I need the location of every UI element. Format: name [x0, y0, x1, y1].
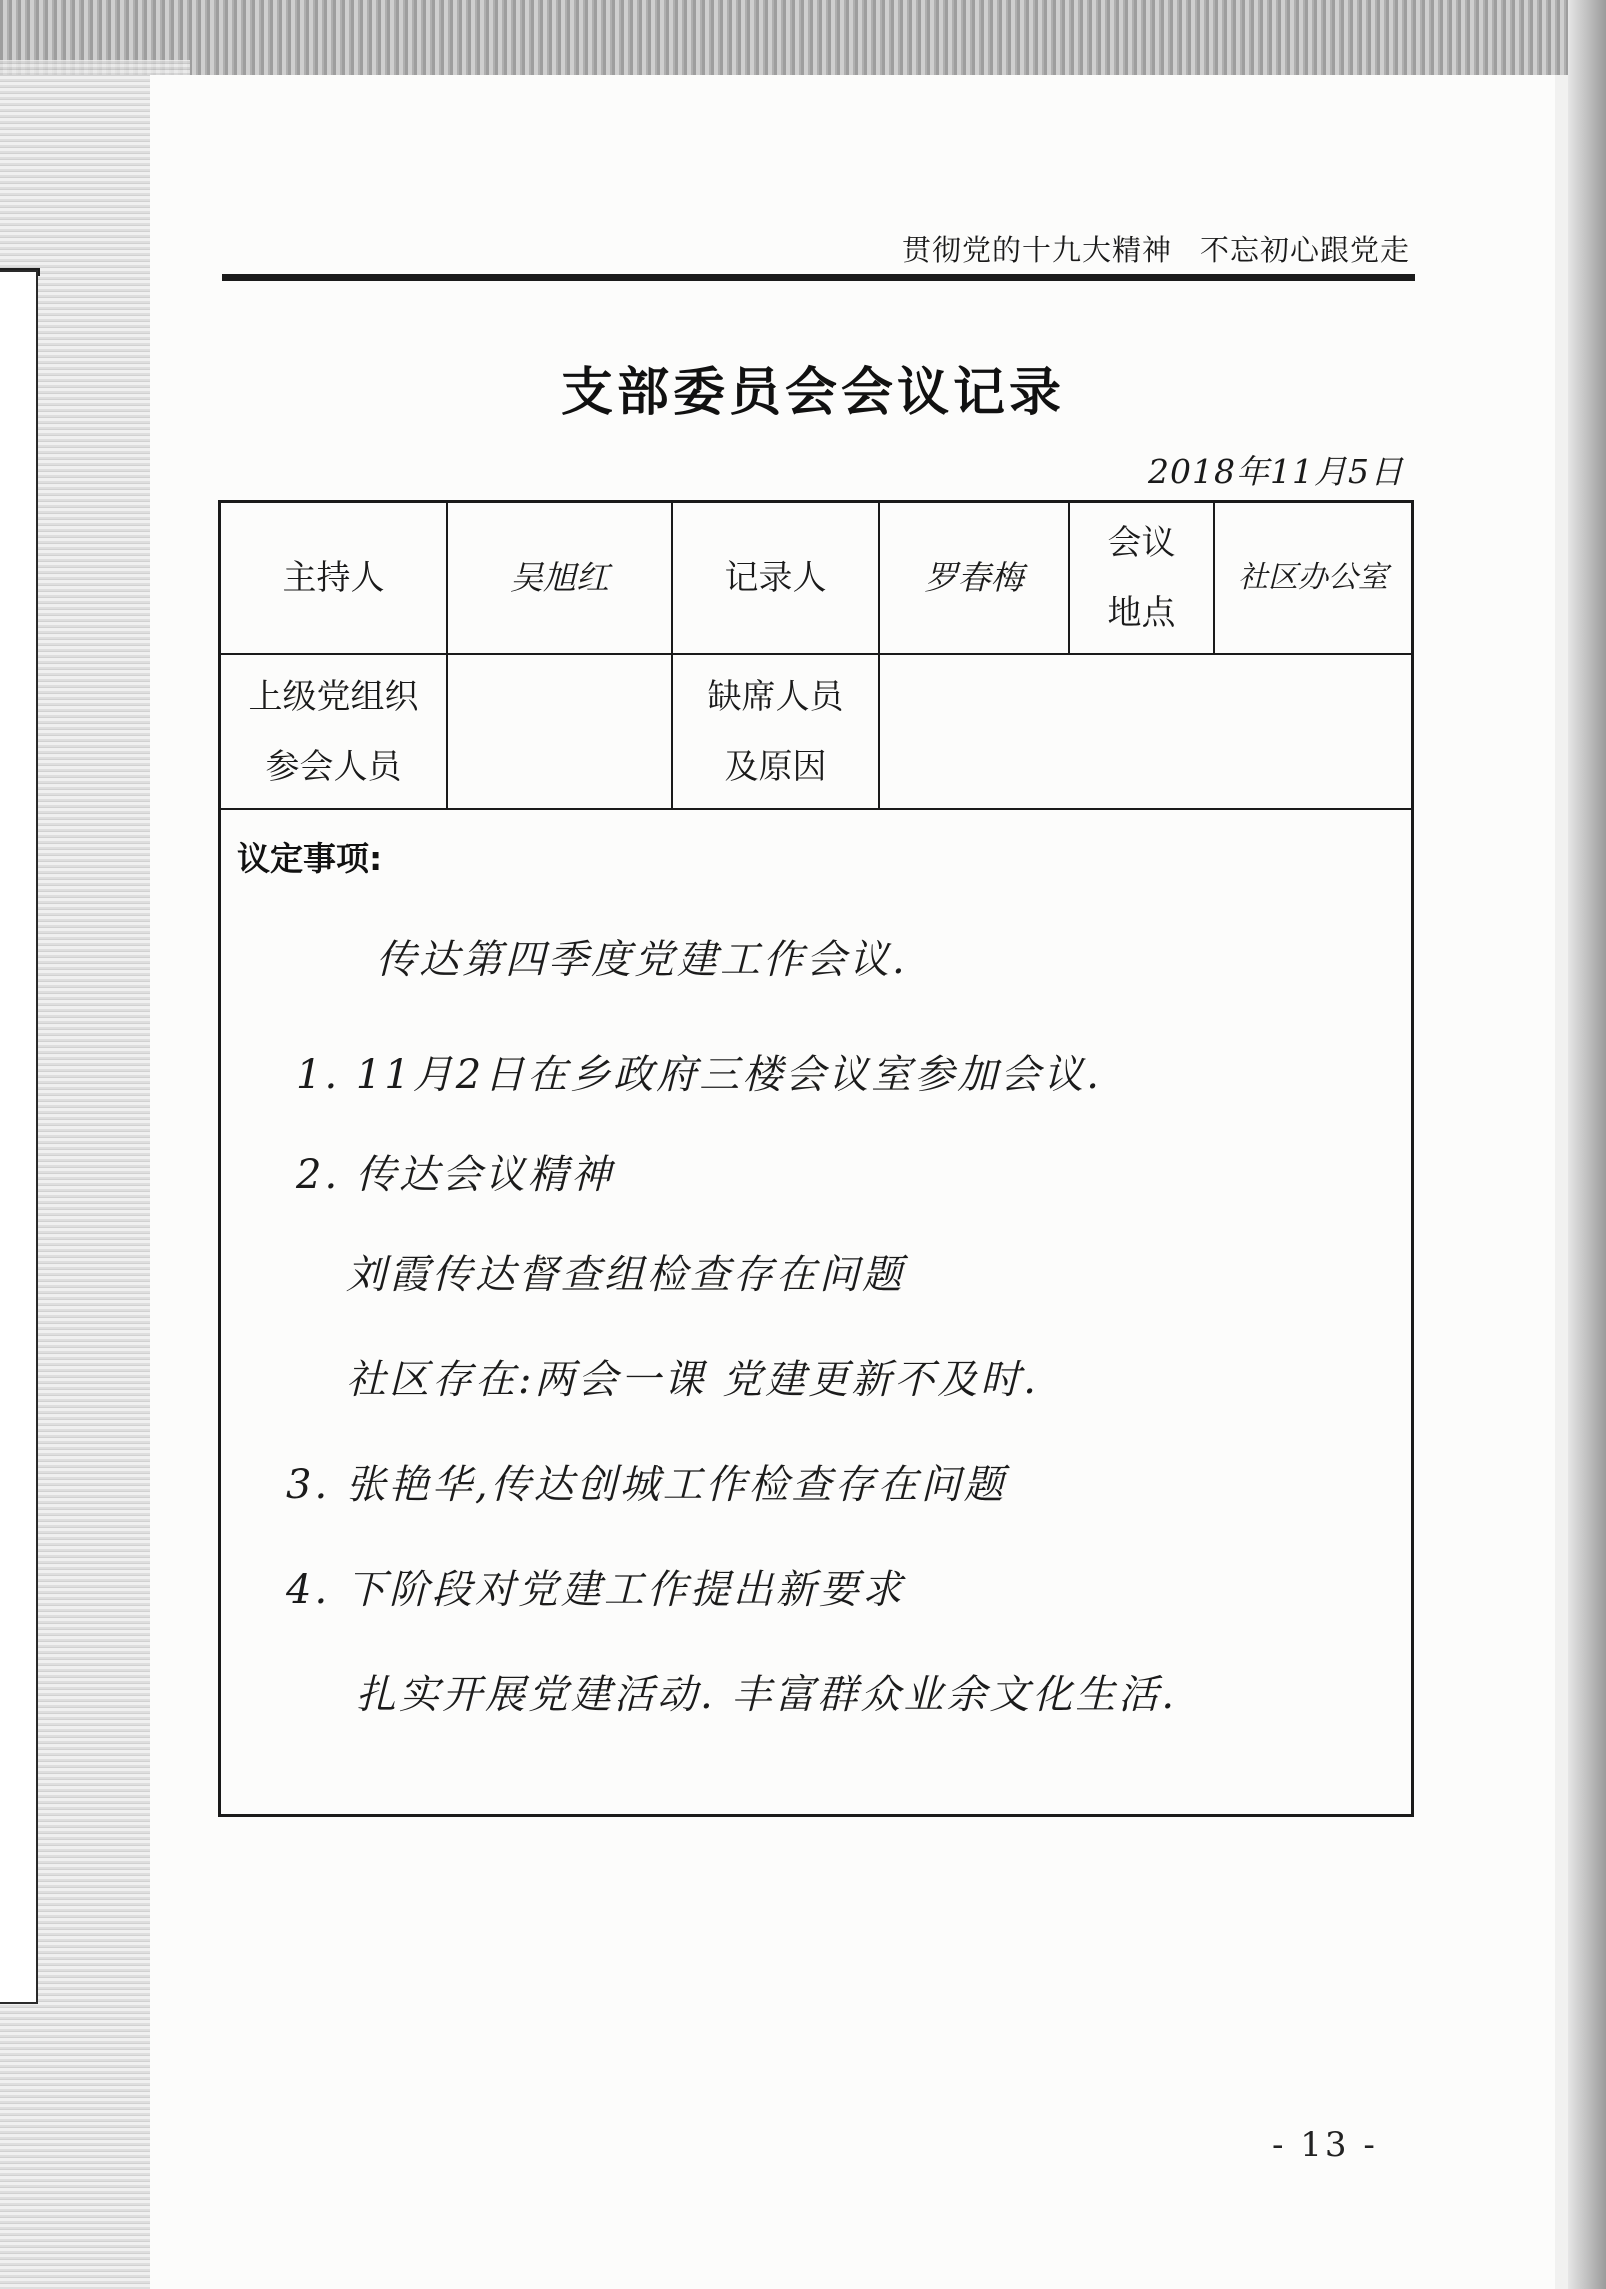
location-label-line-2: 地点 [1107, 593, 1176, 633]
note-line: 3. 张艳华,传达创城工作检查存在问题 [286, 1462, 1007, 1508]
absent-label-line-2: 及原因 [724, 746, 827, 787]
superior-label-cell [221, 655, 446, 808]
scan-top-edge [0, 0, 1606, 75]
adjacent-page-edge [0, 270, 38, 2004]
absent-label-cell [673, 655, 878, 808]
superior-value-cell [448, 655, 671, 808]
absent-label-line-1: 缺席人员 [707, 676, 844, 717]
location-label-line-1: 会议 [1107, 523, 1176, 563]
note-line: 1. 11月2日在乡政府三楼会议室参加会议. [296, 1052, 1102, 1098]
items-label: 议定事项: [237, 839, 383, 878]
slogan-left: 贯彻党的十九大精神 [901, 233, 1172, 267]
host-value-cell [448, 503, 671, 653]
recorder-value-cell [880, 503, 1068, 653]
note-line: 传达第四季度党建工作会议. [376, 937, 908, 983]
location-value: 社区办公室 [1238, 560, 1388, 595]
note-line: 刘霞传达督查组检查存在问题 [346, 1252, 905, 1298]
location-value-cell [1215, 503, 1411, 653]
header-rule [222, 274, 1415, 281]
note-line: 社区存在:两会一课 党建更新不及时. [346, 1357, 1039, 1403]
location-label-cell [1070, 503, 1213, 653]
note-line: 4. 下阶段对党建工作提出新要求 [286, 1567, 905, 1613]
absent-value-cell [880, 655, 1411, 808]
superior-label-line-2: 参会人员 [265, 746, 402, 787]
slogan-right: 不忘初心跟党走 [1199, 233, 1410, 267]
host-value: 吴旭红 [510, 558, 609, 597]
note-line: 2. 传达会议精神 [296, 1152, 614, 1198]
meeting-date: 2018年11月5日 [1148, 452, 1404, 491]
host-label: 主持人 [282, 558, 385, 598]
note-line: 扎实开展党建活动. 丰富群众业余文化生活. [356, 1672, 1178, 1718]
scan-right-edge [1568, 0, 1606, 2289]
recorder-label-cell [673, 503, 878, 653]
row-divider [221, 808, 1411, 810]
meeting-record-form [218, 500, 1414, 1817]
document-title: 支部委员会会议记录 [560, 362, 1065, 423]
superior-label-line-1: 上级党组织 [248, 676, 419, 717]
recorder-label: 记录人 [724, 558, 827, 598]
page-number: - 13 - [1272, 2125, 1378, 2165]
host-label-cell [221, 503, 446, 653]
header-slogan [902, 228, 1410, 269]
recorder-value: 罗春梅 [924, 558, 1024, 597]
